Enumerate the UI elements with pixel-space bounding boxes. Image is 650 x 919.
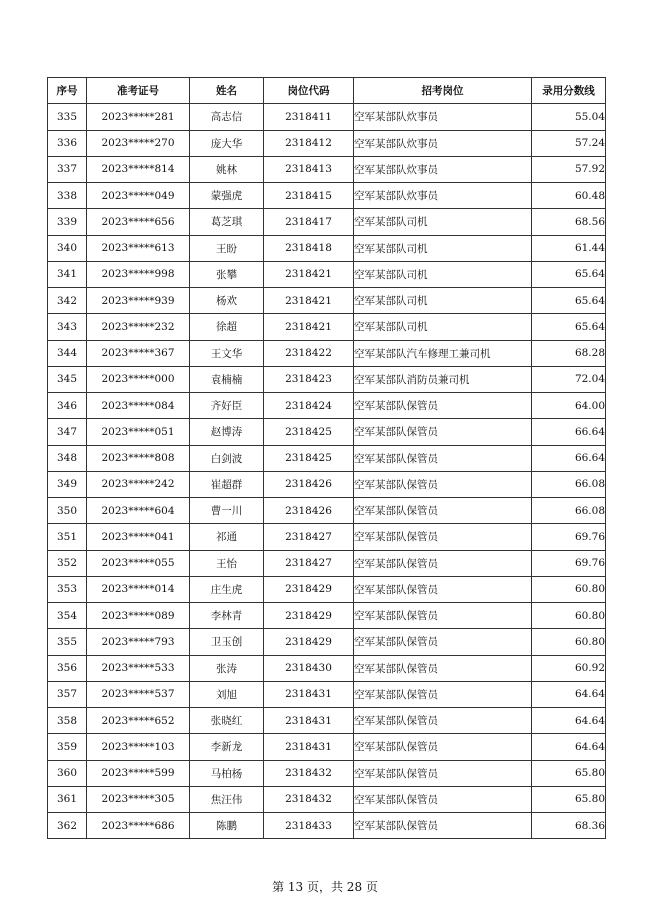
cell-score-line: 61.44 xyxy=(532,235,606,261)
table-row xyxy=(48,445,606,471)
header-score-line: 录用分数线 xyxy=(532,78,606,104)
cell-exam-no: 2023*****537 xyxy=(87,681,190,707)
cell-name: 袁楠楠 xyxy=(190,366,264,392)
cell-seq: 343 xyxy=(48,314,87,340)
cell-position-code: 2318433 xyxy=(264,813,354,839)
cell-position: 空军某部队保管员 xyxy=(354,786,532,812)
table-row xyxy=(48,681,606,707)
table-row xyxy=(48,104,606,130)
cell-position-code: 2318421 xyxy=(264,314,354,340)
cell-name: 曹一川 xyxy=(190,498,264,524)
cell-name: 庞大华 xyxy=(190,130,264,156)
cell-position: 空军某部队司机 xyxy=(354,314,532,340)
table-row xyxy=(48,655,606,681)
cell-seq: 342 xyxy=(48,288,87,314)
cell-score-line: 72.04 xyxy=(532,366,606,392)
cell-seq: 354 xyxy=(48,603,87,629)
cell-position-code: 2318425 xyxy=(264,445,354,471)
cell-name: 张晓红 xyxy=(190,708,264,734)
table-row xyxy=(48,340,606,366)
cell-score-line: 60.80 xyxy=(532,576,606,602)
cell-position: 空军某部队保管员 xyxy=(354,734,532,760)
cell-position: 空军某部队保管员 xyxy=(354,760,532,786)
cell-exam-no: 2023*****270 xyxy=(87,130,190,156)
cell-position-code: 2318432 xyxy=(264,760,354,786)
cell-exam-no: 2023*****281 xyxy=(87,104,190,130)
cell-position-code: 2318431 xyxy=(264,734,354,760)
header-exam-no: 准考证号 xyxy=(87,78,190,104)
cell-exam-no: 2023*****686 xyxy=(87,813,190,839)
cell-seq: 353 xyxy=(48,576,87,602)
header-seq: 序号 xyxy=(48,78,87,104)
cell-position-code: 2318422 xyxy=(264,340,354,366)
cell-score-line: 60.80 xyxy=(532,629,606,655)
table-row xyxy=(48,471,606,497)
cell-position-code: 2318417 xyxy=(264,209,354,235)
cell-name: 高志信 xyxy=(190,104,264,130)
cell-seq: 347 xyxy=(48,419,87,445)
cell-position-code: 2318427 xyxy=(264,524,354,550)
cell-exam-no: 2023*****793 xyxy=(87,629,190,655)
cell-seq: 341 xyxy=(48,261,87,287)
cell-score-line: 69.76 xyxy=(532,550,606,576)
cell-name: 葛芝琪 xyxy=(190,209,264,235)
table-row xyxy=(48,419,606,445)
cell-seq: 357 xyxy=(48,681,87,707)
cell-position-code: 2318429 xyxy=(264,576,354,602)
cell-position: 空军某部队炊事员 xyxy=(354,183,532,209)
cell-position: 空军某部队炊事员 xyxy=(354,130,532,156)
table-row xyxy=(48,760,606,786)
cell-seq: 358 xyxy=(48,708,87,734)
cell-position-code: 2318426 xyxy=(264,471,354,497)
cell-seq: 340 xyxy=(48,235,87,261)
cell-position: 空军某部队司机 xyxy=(354,235,532,261)
table-body xyxy=(48,104,606,839)
table-row xyxy=(48,156,606,182)
cell-score-line: 64.64 xyxy=(532,734,606,760)
cell-seq: 356 xyxy=(48,655,87,681)
cell-name: 李新龙 xyxy=(190,734,264,760)
cell-name: 李林青 xyxy=(190,603,264,629)
cell-position-code: 2318425 xyxy=(264,419,354,445)
cell-exam-no: 2023*****014 xyxy=(87,576,190,602)
cell-position: 空军某部队保管员 xyxy=(354,524,532,550)
table-row xyxy=(48,576,606,602)
results-table xyxy=(47,77,606,839)
cell-position-code: 2318421 xyxy=(264,288,354,314)
cell-position: 空军某部队消防员兼司机 xyxy=(354,366,532,392)
cell-position-code: 2318413 xyxy=(264,156,354,182)
cell-score-line: 64.00 xyxy=(532,393,606,419)
cell-name: 徐超 xyxy=(190,314,264,340)
cell-exam-no: 2023*****305 xyxy=(87,786,190,812)
cell-exam-no: 2023*****041 xyxy=(87,524,190,550)
cell-score-line: 57.92 xyxy=(532,156,606,182)
cell-position-code: 2318432 xyxy=(264,786,354,812)
cell-seq: 362 xyxy=(48,813,87,839)
cell-position: 空军某部队司机 xyxy=(354,209,532,235)
cell-score-line: 55.04 xyxy=(532,104,606,130)
table-row xyxy=(48,314,606,340)
cell-exam-no: 2023*****808 xyxy=(87,445,190,471)
cell-position-code: 2318424 xyxy=(264,393,354,419)
cell-seq: 346 xyxy=(48,393,87,419)
cell-position: 空军某部队保管员 xyxy=(354,813,532,839)
cell-name: 王怡 xyxy=(190,550,264,576)
cell-name: 杨欢 xyxy=(190,288,264,314)
cell-position-code: 2318426 xyxy=(264,498,354,524)
table-row xyxy=(48,235,606,261)
cell-position: 空军某部队保管员 xyxy=(354,681,532,707)
cell-position-code: 2318427 xyxy=(264,550,354,576)
cell-score-line: 60.92 xyxy=(532,655,606,681)
cell-score-line: 65.64 xyxy=(532,288,606,314)
cell-score-line: 65.80 xyxy=(532,760,606,786)
cell-position: 空军某部队炊事员 xyxy=(354,104,532,130)
cell-exam-no: 2023*****652 xyxy=(87,708,190,734)
cell-name: 卫玉创 xyxy=(190,629,264,655)
table-row xyxy=(48,209,606,235)
cell-exam-no: 2023*****656 xyxy=(87,209,190,235)
cell-score-line: 68.36 xyxy=(532,813,606,839)
cell-name: 蒙强虎 xyxy=(190,183,264,209)
cell-exam-no: 2023*****084 xyxy=(87,393,190,419)
table-row xyxy=(48,813,606,839)
cell-seq: 360 xyxy=(48,760,87,786)
table-row xyxy=(48,550,606,576)
table-row xyxy=(48,261,606,287)
cell-seq: 344 xyxy=(48,340,87,366)
cell-score-line: 68.28 xyxy=(532,340,606,366)
cell-name: 张涛 xyxy=(190,655,264,681)
cell-position: 空军某部队炊事员 xyxy=(354,156,532,182)
cell-position: 空军某部队保管员 xyxy=(354,655,532,681)
table-row xyxy=(48,734,606,760)
cell-seq: 339 xyxy=(48,209,87,235)
table-row xyxy=(48,288,606,314)
header-position: 招考岗位 xyxy=(354,78,532,104)
table-row xyxy=(48,786,606,812)
cell-seq: 352 xyxy=(48,550,87,576)
cell-score-line: 65.80 xyxy=(532,786,606,812)
cell-score-line: 65.64 xyxy=(532,261,606,287)
cell-exam-no: 2023*****599 xyxy=(87,760,190,786)
cell-position-code: 2318431 xyxy=(264,681,354,707)
cell-name: 焦汪伟 xyxy=(190,786,264,812)
cell-position: 空军某部队保管员 xyxy=(354,603,532,629)
cell-score-line: 68.56 xyxy=(532,209,606,235)
cell-seq: 335 xyxy=(48,104,87,130)
cell-seq: 349 xyxy=(48,471,87,497)
table-row xyxy=(48,183,606,209)
cell-name: 赵博涛 xyxy=(190,419,264,445)
table-row xyxy=(48,498,606,524)
cell-name: 齐好臣 xyxy=(190,393,264,419)
cell-name: 白剑波 xyxy=(190,445,264,471)
cell-exam-no: 2023*****604 xyxy=(87,498,190,524)
cell-exam-no: 2023*****814 xyxy=(87,156,190,182)
cell-position-code: 2318418 xyxy=(264,235,354,261)
table-row xyxy=(48,393,606,419)
cell-position: 空军某部队保管员 xyxy=(354,471,532,497)
cell-seq: 345 xyxy=(48,366,87,392)
table-row xyxy=(48,629,606,655)
cell-seq: 359 xyxy=(48,734,87,760)
cell-position: 空军某部队司机 xyxy=(354,288,532,314)
cell-seq: 350 xyxy=(48,498,87,524)
header-position-code: 岗位代码 xyxy=(264,78,354,104)
cell-exam-no: 2023*****998 xyxy=(87,261,190,287)
page-footer: 第 13 页，共 28 页 xyxy=(272,880,378,894)
cell-exam-no: 2023*****242 xyxy=(87,471,190,497)
table-row xyxy=(48,708,606,734)
table-row xyxy=(48,366,606,392)
cell-position-code: 2318431 xyxy=(264,708,354,734)
cell-seq: 361 xyxy=(48,786,87,812)
cell-seq: 351 xyxy=(48,524,87,550)
cell-position-code: 2318429 xyxy=(264,629,354,655)
table-row xyxy=(48,130,606,156)
cell-position-code: 2318411 xyxy=(264,104,354,130)
cell-name: 马柏杨 xyxy=(190,760,264,786)
cell-position-code: 2318423 xyxy=(264,366,354,392)
cell-seq: 355 xyxy=(48,629,87,655)
cell-exam-no: 2023*****089 xyxy=(87,603,190,629)
cell-name: 庄生虎 xyxy=(190,576,264,602)
cell-position: 空军某部队保管员 xyxy=(354,550,532,576)
cell-exam-no: 2023*****000 xyxy=(87,366,190,392)
table-header-row xyxy=(48,78,606,104)
cell-position: 空军某部队汽车修理工兼司机 xyxy=(354,340,532,366)
cell-score-line: 60.80 xyxy=(532,603,606,629)
cell-position: 空军某部队保管员 xyxy=(354,498,532,524)
cell-score-line: 64.64 xyxy=(532,708,606,734)
cell-name: 王盼 xyxy=(190,235,264,261)
cell-position: 空军某部队保管员 xyxy=(354,576,532,602)
cell-exam-no: 2023*****232 xyxy=(87,314,190,340)
table-row xyxy=(48,524,606,550)
table-row xyxy=(48,603,606,629)
cell-position: 空军某部队司机 xyxy=(354,261,532,287)
cell-exam-no: 2023*****103 xyxy=(87,734,190,760)
cell-position-code: 2318415 xyxy=(264,183,354,209)
cell-score-line: 66.64 xyxy=(532,419,606,445)
cell-exam-no: 2023*****055 xyxy=(87,550,190,576)
cell-name: 陈鹏 xyxy=(190,813,264,839)
cell-score-line: 64.64 xyxy=(532,681,606,707)
cell-score-line: 65.64 xyxy=(532,314,606,340)
cell-seq: 337 xyxy=(48,156,87,182)
header-name: 姓名 xyxy=(190,78,264,104)
cell-exam-no: 2023*****613 xyxy=(87,235,190,261)
cell-exam-no: 2023*****939 xyxy=(87,288,190,314)
cell-seq: 348 xyxy=(48,445,87,471)
cell-score-line: 66.08 xyxy=(532,471,606,497)
cell-seq: 338 xyxy=(48,183,87,209)
cell-name: 刘旭 xyxy=(190,681,264,707)
cell-exam-no: 2023*****533 xyxy=(87,655,190,681)
cell-position: 空军某部队保管员 xyxy=(354,393,532,419)
cell-position-code: 2318421 xyxy=(264,261,354,287)
cell-name: 姚林 xyxy=(190,156,264,182)
cell-name: 崔超群 xyxy=(190,471,264,497)
cell-position: 空军某部队保管员 xyxy=(354,708,532,734)
cell-seq: 336 xyxy=(48,130,87,156)
cell-position: 空军某部队保管员 xyxy=(354,419,532,445)
cell-position-code: 2318429 xyxy=(264,603,354,629)
cell-position-code: 2318430 xyxy=(264,655,354,681)
cell-score-line: 66.64 xyxy=(532,445,606,471)
cell-score-line: 60.48 xyxy=(532,183,606,209)
cell-position: 空军某部队保管员 xyxy=(354,629,532,655)
cell-name: 祁通 xyxy=(190,524,264,550)
cell-exam-no: 2023*****049 xyxy=(87,183,190,209)
cell-name: 张攀 xyxy=(190,261,264,287)
cell-exam-no: 2023*****367 xyxy=(87,340,190,366)
cell-exam-no: 2023*****051 xyxy=(87,419,190,445)
cell-position: 空军某部队保管员 xyxy=(354,445,532,471)
cell-score-line: 66.08 xyxy=(532,498,606,524)
cell-position-code: 2318412 xyxy=(264,130,354,156)
cell-score-line: 57.24 xyxy=(532,130,606,156)
cell-name: 王文华 xyxy=(190,340,264,366)
cell-score-line: 69.76 xyxy=(532,524,606,550)
